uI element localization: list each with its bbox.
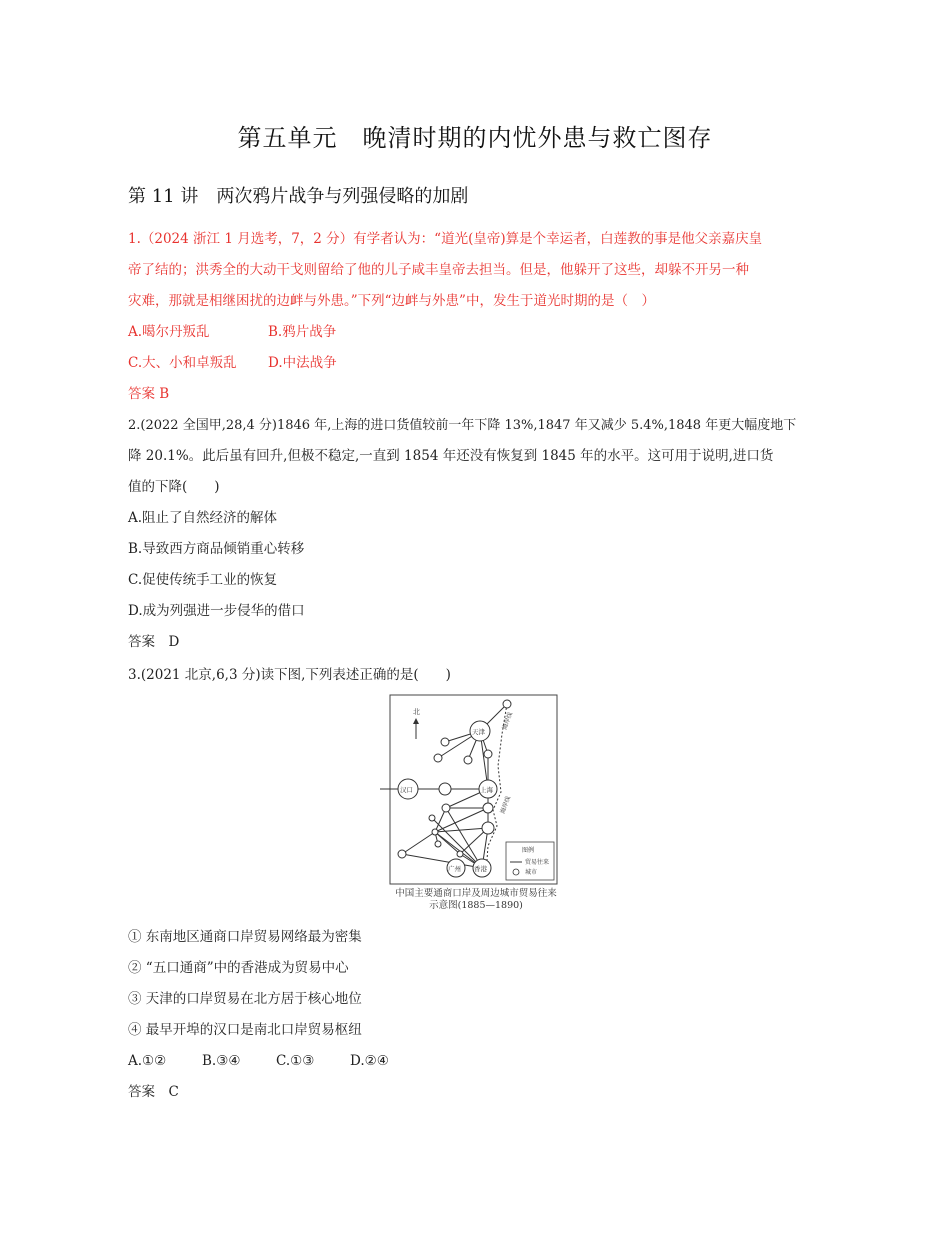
lecture-title: 第 11 讲 两次鸦片战争与列强侵略的加剧 [128,186,469,207]
q3-option-b: B.③④ [202,1053,241,1069]
q3-statement-1: ① 东南地区通商口岸贸易网络最为密集 [128,929,362,945]
q1-line-3: 灾难，那就是相继困扰的边衅与外患。”下列“边衅与外患”中，发生于道光时期的是（ ） [128,293,655,309]
caption-line-2: 示意图(1885—1890) [429,900,523,911]
city-hongkong: 香港 [474,865,487,873]
q1-option-c: C.大、小和卓叛乱 [128,355,237,371]
map-legend [506,842,554,880]
q2-option-a: A.阻止了自然经济的解体 [128,510,278,526]
q1-line-2: 帝了结的；洪秀全的大动干戈则留给了他的儿子咸丰皇帝去担当。但是，他躲开了这些，却躲不开另一种 [128,262,749,278]
city-shanghai: 上海 [480,786,493,794]
q3-line-1: 3.(2021 北京,6,3 分)读下图,下列表述正确的是( ) [128,667,451,683]
q2-line-2: 降 20.1%。此后虽有回升,但极不稳定,一直到 1854 年还没有恢复到 1845 年的水平。这可用于说明,进口货 [128,448,774,464]
legend-trade: 贸易往来 [525,859,550,866]
unit-title: 第五单元 晚清时期的内忧外患与救亡图存 [237,124,713,152]
q1-line-1: 1.（2024 浙江 1 月选考，7，2 分）有学者认为：“道光(皇帝)算是个幸运者，白莲教的事是他父亲嘉庆皇 [128,231,763,247]
q2-option-b: B.导致西方商品倾销重心转移 [128,541,305,557]
q3-statements [128,922,828,1108]
caption-line-1: 中国主要通商口岸及周边城市贸易往来 [395,888,557,899]
q1-option-a: A.噶尔丹叛乱 [128,324,210,340]
city-hankou: 汉口 [400,786,413,794]
legend-title: 图例 [522,847,535,854]
coastline-label-2: 海岸线 [499,795,513,815]
q2-answer: 答案 D [128,634,180,650]
figure-caption [378,888,574,912]
q1-option-b: B.鸦片战争 [268,324,337,340]
q3-option-c: C.①③ [276,1053,315,1069]
question-1 [128,224,828,410]
q1-answer: 答案 B [128,386,170,402]
q3-answer: 答案 C [128,1084,179,1100]
legend-city: 城市 [525,869,538,876]
q2-line-1: 2.(2022 全国甲,28,4 分)1846 年,上海的进口货值较前一年下降 13%,1847 年又减少 5.4%,1848 年更大幅度地下 [128,418,797,433]
q2-line-3: 值的下降( ) [128,479,220,495]
q1-option-d: D.中法战争 [268,355,337,371]
q3-statement-4: ④ 最早开埠的汉口是南北口岸贸易枢纽 [128,1022,362,1038]
q3-option-a: A.①② [128,1053,167,1069]
coastline-label-1: 海岸线 [501,711,515,731]
q3-statement-3: ③ 天津的口岸贸易在北方居于核心地位 [128,991,362,1007]
trade-map-figure [380,694,570,916]
north-label: 北 [413,708,420,716]
city-guangzhou: 广州 [448,865,461,873]
city-tianjin: 天津 [472,728,485,736]
q3-option-d: D.②④ [350,1053,389,1069]
q2-option-d: D.成为列强进一步侵华的借口 [128,603,305,619]
q2-option-c: C.促使传统手工业的恢复 [128,572,278,588]
question-3 [128,660,828,691]
q3-statement-2: ② “五口通商”中的香港成为贸易中心 [128,960,349,976]
trade-map-svg [380,694,570,894]
question-2 [128,410,828,658]
